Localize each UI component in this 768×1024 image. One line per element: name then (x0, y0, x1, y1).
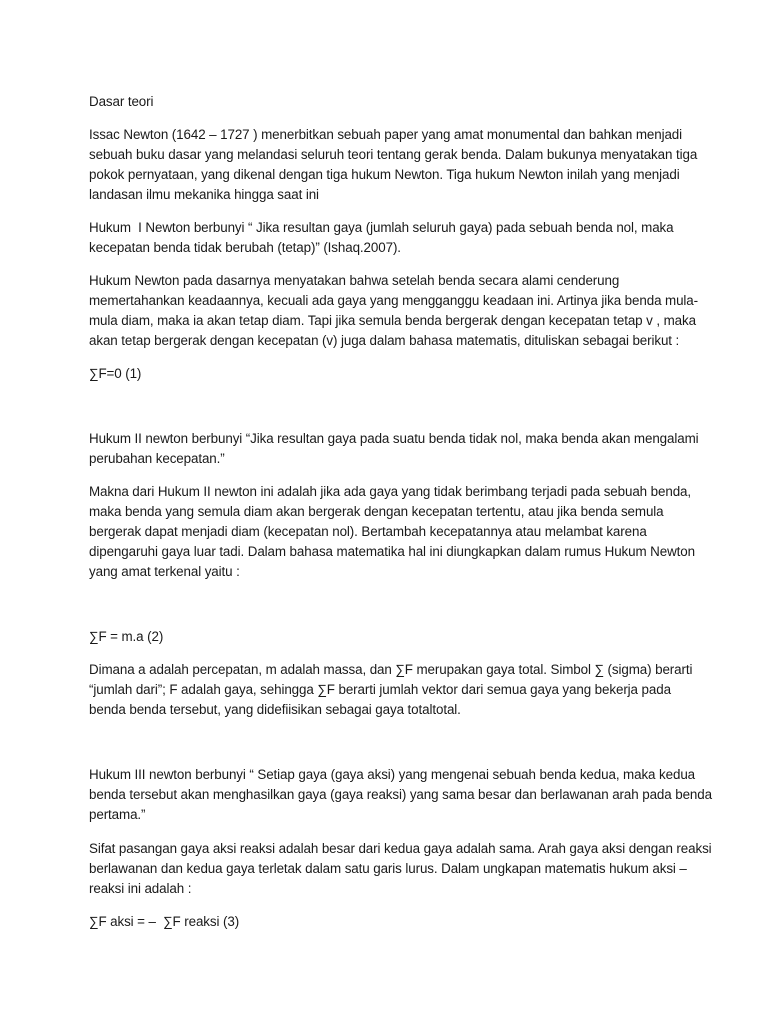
paragraph-line: yang amat terkenal yaitu : (89, 564, 240, 579)
paragraph-line: “jumlah dari”; F adalah gaya, sehingga ∑F berarti jumlah vektor dari semua gaya yang bekerja pada (89, 682, 671, 697)
paragraph-line: kecepatan benda tidak berubah (tetap)” (Ishaq.2007). (89, 240, 401, 255)
paragraph-line: pokok pernyataan, yang dikenal dengan tiga hukum Newton. Tiga hukum Newton inilah yang menjadi (89, 167, 680, 182)
paragraph-line: mula diam, maka ia akan tetap diam. Tapi jika semula benda bergerak dengan kecepatan tetap v , maka (89, 313, 696, 328)
paragraph-line: pertama.” (89, 807, 146, 822)
paragraph-line: memertahankan keadaannya, kecuali ada gaya yang mengganggu keadaan ini. Artinya jika benda mula- (89, 293, 699, 308)
paragraph-line: akan tetap bergerak dengan kecepatan (v) juga dalam bahasa matematis, dituliskan sebagai berikut : (89, 333, 680, 348)
paragraph-line: Hukum III newton berbunyi “ Setiap gaya (gaya aksi) yang mengenai sebuah benda kedua, maka kedua (89, 767, 696, 782)
paragraph-line: reaksi ini adalah : (89, 881, 192, 896)
paragraph-line: Sifat pasangan gaya aksi reaksi adalah besar dari kedua gaya adalah sama. Arah gaya aksi dengan reaksi (89, 841, 712, 856)
section-heading: Dasar teori (89, 94, 154, 109)
paragraph-line: perubahan kecepatan.” (89, 451, 225, 466)
paragraph-line: Hukum I Newton berbunyi “ Jika resultan gaya (jumlah seluruh gaya) pada sebuah benda nol, maka (89, 220, 674, 235)
paragraph-line: benda benda tersebut, yang didefiisikan sebagai gaya totaltotal. (89, 702, 461, 717)
paragraph-line: sebuah buku dasar yang melandasi seluruh teori tentang gerak benda. Dalam bukunya menyatakan tiga (89, 147, 698, 162)
paragraph-line: bergerak dapat menjadi diam (kecepatan nol). Bertambah kecepatannya atau melambat karena (89, 524, 647, 539)
paragraph-line: dipengaruhi gaya luar tadi. Dalam bahasa matematika hal ini diungkapkan dalam rumus Hukum Newton (89, 544, 695, 559)
paragraph-line: Makna dari Hukum II newton ini adalah jika ada gaya yang tidak berimbang terjadi pada sebuah benda, (89, 484, 692, 499)
paragraph-line: maka benda yang semula diam akan bergerak dengan kecepatan tertentu, atau jika benda semula (89, 504, 664, 519)
paragraph-line: Hukum II newton berbunyi “Jika resultan gaya pada suatu benda tidak nol, maka benda akan mengalami (89, 431, 699, 446)
equation: ∑F = m.a (2) (89, 629, 164, 644)
paragraph-line: Dimana a adalah percepatan, m adalah massa, dan ∑F merupakan gaya total. Simbol ∑ (sigma) berarti (89, 662, 693, 677)
paragraph-line: benda tersebut akan menghasilkan gaya (gaya reaksi) yang sama besar dan berlawanan arah pada benda (89, 787, 712, 802)
paragraph-line: Hukum Newton pada dasarnya menyatakan bahwa setelah benda secara alami cenderung (89, 273, 620, 288)
paragraph-line: Issac Newton (1642 – 1727 ) menerbitkan sebuah paper yang amat monumental dan bahkan menjadi (89, 127, 683, 142)
paragraph-line: landasan ilmu mekanika hingga saat ini (89, 187, 319, 202)
paragraph-line: berlawanan dan kedua gaya terletak dalam satu garis lurus. Dalam ungkapan matematis hukum aksi – (89, 861, 687, 876)
equation: ∑F=0 (1) (89, 366, 142, 381)
equation: ∑F aksi = – ∑F reaksi (3) (89, 914, 240, 929)
